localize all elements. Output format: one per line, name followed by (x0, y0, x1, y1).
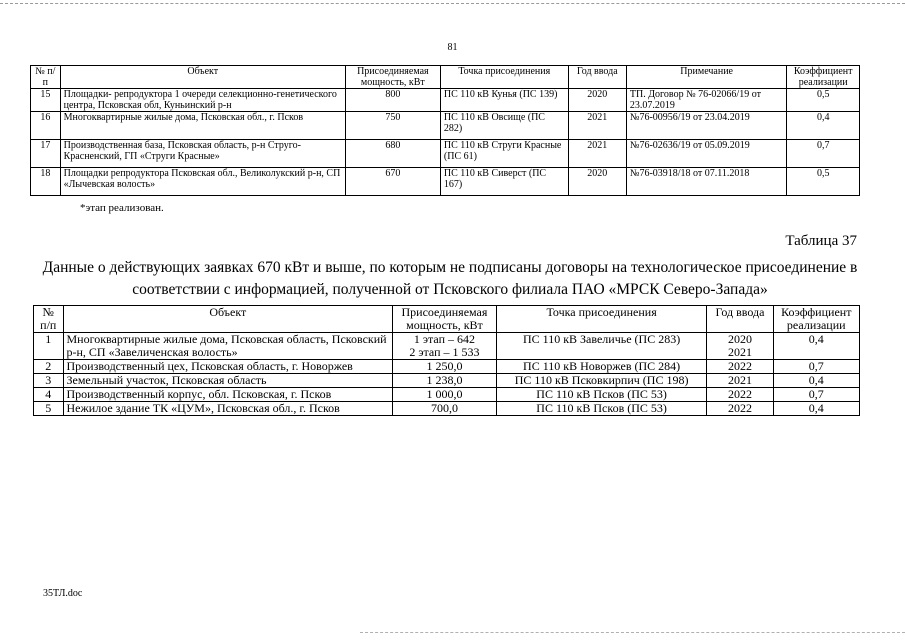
cell-power: 700,0 (393, 402, 497, 416)
cell-note: ТП. Договор № 76-02066/19 от 23.07.2019 (626, 89, 786, 112)
cell-coef: 0,4 (773, 402, 860, 416)
cell-note: №76-00956/19 от 23.04.2019 (626, 112, 786, 140)
cell-power: 680 (345, 140, 440, 168)
cell-object: Площадки репродуктора Псковская обл., Великолукский р-н, СП «Лычевская волость» (60, 168, 345, 196)
cell-coef: 0,4 (773, 374, 860, 388)
table-pending-applications (33, 305, 860, 416)
cell-point: ПС 110 кВ Овсище (ПС 282) (440, 112, 568, 140)
cell-power: 1 250,0 (393, 360, 497, 374)
cell-year (707, 333, 773, 360)
table-caption: Данные о действующих заявках 670 кВт и выше, по которым не подписаны договоры на технологическое присоединение в соответствии с информацией, полученной от Псковского филиала ПАО «МРСК Северо-Запада» (42, 259, 858, 298)
cell-num: 16 (31, 112, 61, 140)
cell-point: ПС 110 кВ Новоржев (ПС 284) (496, 360, 707, 374)
cell-coef: 0,5 (787, 168, 860, 196)
table-row (34, 388, 860, 402)
cell-point: ПС 110 кВ Сиверст (ПС 167) (440, 168, 568, 196)
cell-point: ПС 110 кВ Завеличье (ПС 283) (496, 333, 707, 360)
scan-edge-top (0, 3, 905, 4)
cell-power: 750 (345, 112, 440, 140)
cell-note: №76-03918/18 от 07.11.2018 (626, 168, 786, 196)
table-row (31, 112, 860, 140)
cell-point: ПС 110 кВ Псков (ПС 53) (496, 388, 707, 402)
cell-num: 4 (34, 388, 64, 402)
cell-num: 18 (31, 168, 61, 196)
cell-year: 2022 (707, 388, 773, 402)
cell-point: ПС 110 кВ Псков (ПС 53) (496, 402, 707, 416)
cell-num: 15 (31, 89, 61, 112)
footnote: *этап реализован. (80, 202, 164, 214)
cell-object: Производственный цех, Псковская область, г. Новоржев (63, 360, 393, 374)
cell-point: ПС 110 кВ Кунья (ПС 139) (440, 89, 568, 112)
cell-year: 2021 (568, 140, 626, 168)
cell-num: 2 (34, 360, 64, 374)
document-filename: 35ТЛ.doc (43, 588, 83, 599)
power-stage-2: 2 этап – 1 533 (409, 345, 480, 359)
scan-edge-bottom (360, 632, 905, 633)
cell-object: Многоквартирные жилые дома, Псковская обл., г. Псков (60, 112, 345, 140)
cell-object: Производственная база, Псковская область, р-н Струго-Красненский, ГП «Струги Красные» (60, 140, 345, 168)
cell-num: 1 (34, 333, 64, 360)
cell-num: 17 (31, 140, 61, 168)
cell-object: Нежилое здание ТК «ЦУМ», Псковская обл., г. Псков (63, 402, 393, 416)
cell-year: 2020 (568, 168, 626, 196)
col-header-coef: Коэффициент реализации (773, 306, 860, 333)
cell-power: 670 (345, 168, 440, 196)
cell-year: 2022 (707, 360, 773, 374)
cell-year: 2021 (568, 112, 626, 140)
table-header-row (34, 306, 860, 333)
table-row (34, 333, 860, 360)
cell-point: ПС 110 кВ Струги Красные (ПС 61) (440, 140, 568, 168)
cell-power: 800 (345, 89, 440, 112)
col-header-num: № п/п (31, 66, 61, 89)
cell-year: 2022 (707, 402, 773, 416)
power-stage-1: 1 этап – 642 (413, 332, 476, 346)
cell-num: 3 (34, 374, 64, 388)
cell-num: 5 (34, 402, 64, 416)
year-stage-1: 2020 (727, 332, 752, 346)
col-header-point: Точка присоединения (440, 66, 568, 89)
col-header-power: Присоединяемая мощность, кВт (393, 306, 497, 333)
col-header-coef: Коэффициент реализации (787, 66, 860, 89)
col-header-note: Примечание (626, 66, 786, 89)
table-row (31, 140, 860, 168)
year-stage-2: 2021 (727, 345, 752, 359)
cell-coef: 0,7 (773, 388, 860, 402)
col-header-num: № п/п (34, 306, 64, 333)
col-header-object: Объект (63, 306, 393, 333)
table-row (34, 402, 860, 416)
table-row (34, 374, 860, 388)
col-header-object: Объект (60, 66, 345, 89)
page-number: 81 (447, 42, 458, 53)
cell-object: Площадки- репродуктора 1 очереди селекционно-генетического центра, Псковская обл, Куньинский р-н (60, 89, 345, 112)
cell-coef: 0,7 (787, 140, 860, 168)
cell-power: 1 238,0 (393, 374, 497, 388)
table-label: Таблица 37 (785, 233, 857, 249)
cell-coef: 0,7 (773, 360, 860, 374)
cell-object: Производственный корпус, обл. Псковская, г. Псков (63, 388, 393, 402)
table-row (31, 168, 860, 196)
cell-coef: 0,5 (787, 89, 860, 112)
table-header-row (31, 66, 860, 89)
cell-point: ПС 110 кВ Псковкирпич (ПС 198) (496, 374, 707, 388)
table-row (31, 89, 860, 112)
cell-power: 1 000,0 (393, 388, 497, 402)
cell-power (393, 333, 497, 360)
cell-note: №76-02636/19 от 05.09.2019 (626, 140, 786, 168)
cell-year: 2021 (707, 374, 773, 388)
cell-object: Земельный участок, Псковская область (63, 374, 393, 388)
cell-coef: 0,4 (773, 333, 860, 360)
table-connections-signed (30, 65, 860, 196)
cell-year: 2020 (568, 89, 626, 112)
col-header-year: Год ввода (568, 66, 626, 89)
cell-coef: 0,4 (787, 112, 860, 140)
col-header-point: Точка присоединения (496, 306, 707, 333)
col-header-year: Год ввода (707, 306, 773, 333)
table-row (34, 360, 860, 374)
col-header-power: Присоединяемая мощность, кВт (345, 66, 440, 89)
cell-object: Многоквартирные жилые дома, Псковская область, Псковский р-н, СП «Завеличенская волость» (63, 333, 393, 360)
